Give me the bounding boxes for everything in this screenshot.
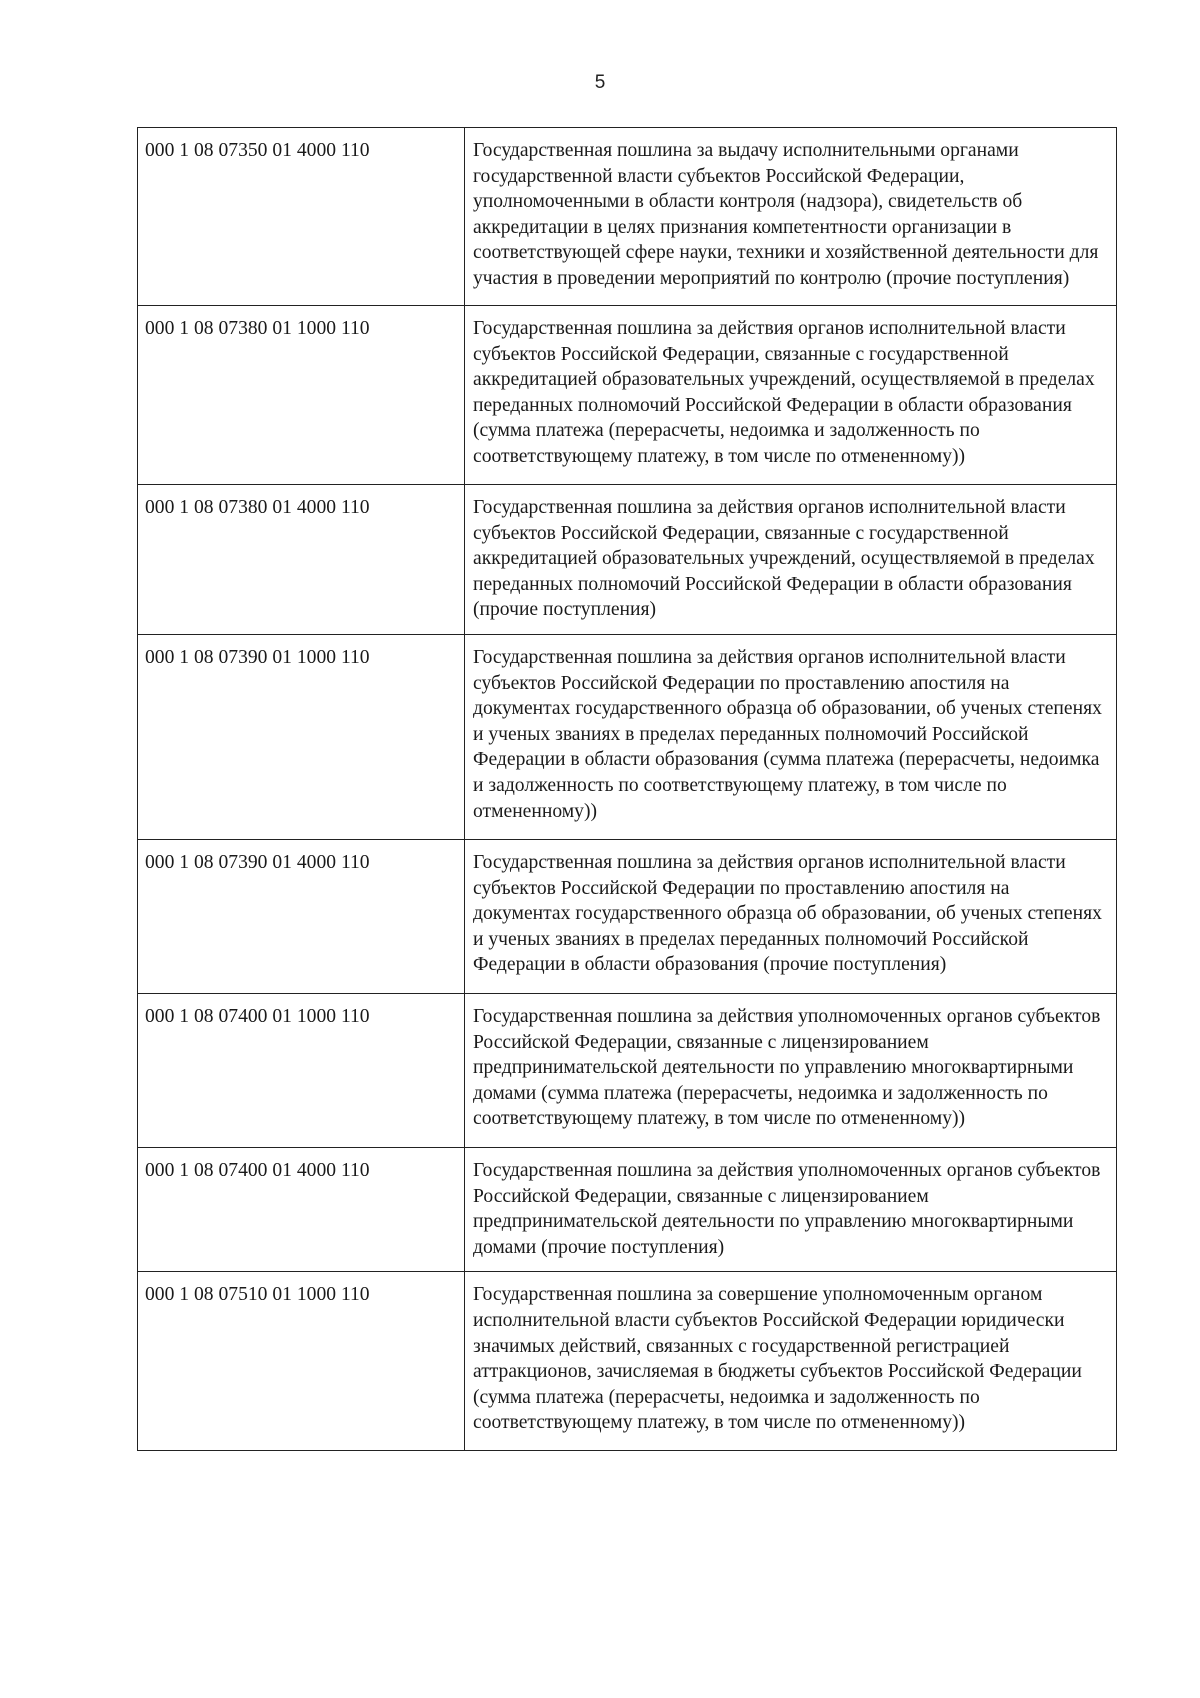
- code-cell: 000 1 08 07350 01 4000 110: [138, 128, 465, 306]
- description-cell: Государственная пошлина за выдачу исполнительными органами государственной власти субъектов Российской Федерации, уполномоченными в области контроля (надзора), свидетельств об аккредитации в целях признания компетентности организации в соответствующей сфере науки, техники и хозяйственной деятельности для участия в проведении мероприятий по контролю (прочие поступления): [465, 128, 1117, 306]
- table-row: [138, 839, 1117, 993]
- code-cell: 000 1 08 07390 01 4000 110: [138, 839, 465, 993]
- budget-codes-table: [137, 127, 1117, 1451]
- code-cell: 000 1 08 07400 01 1000 110: [138, 993, 465, 1147]
- description-cell: Государственная пошлина за действия органов исполнительной власти субъектов Российской Федерации, связанные с государственной аккредитацией образовательных учреждений, осуществляемой в пределах переданных полномочий Российской Федерации в области образования (сумма платежа (перерасчеты, недоимка и задолженность по соответствующему платежу, в том числе по отмененному)): [465, 306, 1117, 485]
- code-cell: 000 1 08 07390 01 1000 110: [138, 634, 465, 839]
- description-cell: Государственная пошлина за действия органов исполнительной власти субъектов Российской Федерации, связанные с государственной аккредитацией образовательных учреждений, осуществляемой в пределах переданных полномочий Российской Федерации в области образования (прочие поступления): [465, 485, 1117, 635]
- table-row: [138, 993, 1117, 1147]
- description-cell: Государственная пошлина за действия уполномоченных органов субъектов Российской Федерации, связанные с лицензированием предпринимательской деятельности по управлению многоквартирными домами (прочие поступления): [465, 1147, 1117, 1271]
- description-cell: Государственная пошлина за действия органов исполнительной власти субъектов Российской Федерации по проставлению апостиля на документах государственного образца об образовании, об ученых степенях и ученых званиях в пределах переданных полномочий Российской Федерации в области образования (сумма платежа (перерасчеты, недоимка и задолженность по соответствующему платежу, в том числе по отмененному)): [465, 634, 1117, 839]
- page-number: 5: [594, 72, 606, 93]
- code-cell: 000 1 08 07380 01 1000 110: [138, 306, 465, 485]
- code-cell: 000 1 08 07510 01 1000 110: [138, 1272, 465, 1451]
- table-row: [138, 1147, 1117, 1271]
- table-row: [138, 485, 1117, 635]
- table-row: [138, 634, 1117, 839]
- table-row: [138, 1272, 1117, 1451]
- description-cell: Государственная пошлина за действия органов исполнительной власти субъектов Российской Федерации по проставлению апостиля на документах государственного образца об образовании, об ученых степенях и ученых званиях в пределах переданных полномочий Российской Федерации в области образования (прочие поступления): [465, 839, 1117, 993]
- code-cell: 000 1 08 07380 01 4000 110: [138, 485, 465, 635]
- description-cell: Государственная пошлина за действия уполномоченных органов субъектов Российской Федерации, связанные с лицензированием предпринимательской деятельности по управлению многоквартирными домами (сумма платежа (перерасчеты, недоимка и задолженность по соответствующему платежу, в том числе по отмененному)): [465, 993, 1117, 1147]
- table-row: [138, 306, 1117, 485]
- table-row: [138, 128, 1117, 306]
- code-cell: 000 1 08 07400 01 4000 110: [138, 1147, 465, 1271]
- description-cell: Государственная пошлина за совершение уполномоченным органом исполнительной власти субъектов Российской Федерации юридически значимых действий, связанных с государственной регистрацией аттракционов, зачисляемая в бюджеты субъектов Российской Федерации (сумма платежа (перерасчеты, недоимка и задолженность по соответствующему платежу, в том числе по отмененному)): [465, 1272, 1117, 1451]
